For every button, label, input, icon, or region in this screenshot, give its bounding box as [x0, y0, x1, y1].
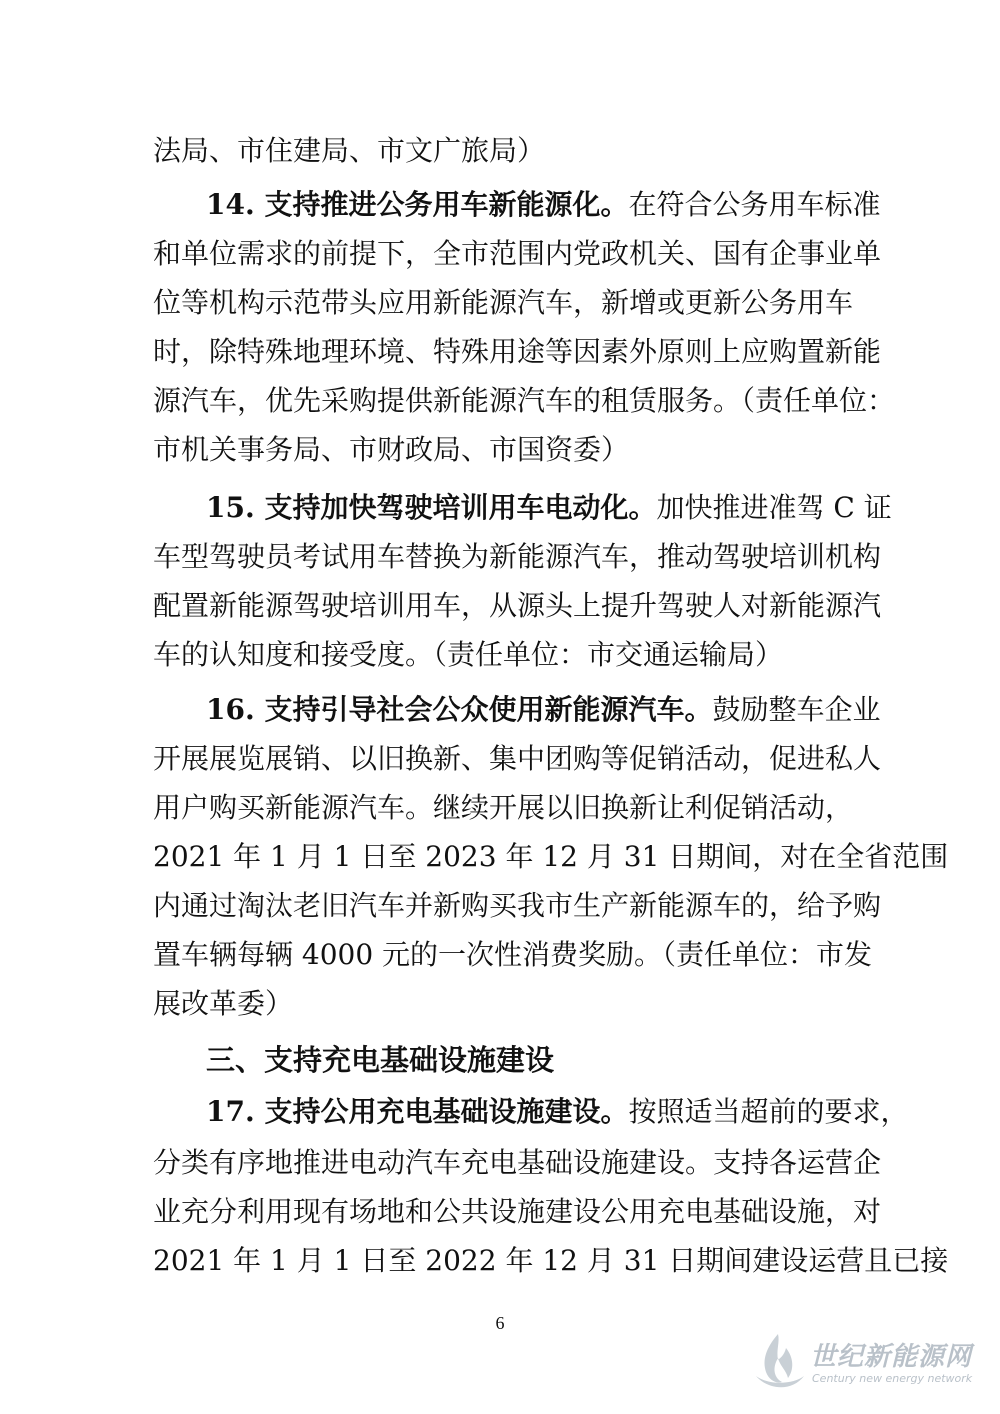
paragraph-17-line-1	[206, 1087, 909, 1137]
text-line: 和单位需求的前提下，全市范围内党政机关、国有企事业单	[153, 237, 882, 270]
watermark	[748, 1330, 978, 1400]
paragraph-14-text: 在符合公务用车标准	[628, 188, 881, 221]
text-line: 车型驾驶员考试用车替换为新能源汽车，推动驾驶培训机构	[153, 540, 882, 573]
text-line: 时，除特殊地理环境、特殊用途等因素外原则上应购置新能	[153, 335, 882, 368]
paragraph-17-text: 按照适当超前的要求，	[628, 1095, 909, 1128]
watermark-subtitle: Century new energy network	[812, 1372, 973, 1385]
section-heading: 三、支持充电基础设施建设	[206, 1043, 555, 1077]
watermark-title: 世纪新能源网	[810, 1342, 973, 1372]
text-line: 置车辆每辆 4000 元的一次性消费奖励。（责任单位：市发	[153, 938, 873, 971]
flame-logo-icon	[748, 1330, 808, 1394]
text-line: 展改革委）	[153, 987, 294, 1020]
paragraph-15-text: 加快推进准驾 C 证	[656, 491, 892, 524]
paragraph-16-text: 鼓励整车企业	[712, 693, 881, 726]
text-line: 位等机构示范带头应用新能源汽车，新增或更新公务用车	[153, 286, 854, 319]
paragraph-16-title: 16. 支持引导社会公众使用新能源汽车。	[206, 693, 713, 726]
text-line: 业充分利用现有场地和公共设施建设公用充电基础设施，对	[153, 1195, 882, 1228]
paragraph-14-line-1	[206, 180, 881, 230]
text-line: 车的认知度和接受度。（责任单位：市交通运输局）	[153, 638, 784, 671]
paragraph-15-line-1	[206, 483, 892, 533]
text-line: 配置新能源驾驶培训用车，从源头上提升驾驶人对新能源汽	[153, 589, 882, 622]
text-line: 源汽车，优先采购提供新能源汽车的租赁服务。（责任单位：	[153, 384, 896, 417]
paragraph-16-line-1	[206, 685, 881, 735]
text-line: 市机关事务局、市财政局、市国资委）	[153, 433, 630, 466]
text-line: 2021 年 1 月 1 日至 2023 年 12 月 31 日期间，对在全省范围	[153, 840, 949, 873]
text-line: 2021 年 1 月 1 日至 2022 年 12 月 31 日期间建设运营且已接	[153, 1244, 949, 1277]
paragraph-15-title: 15. 支持加快驾驶培训用车电动化。	[206, 491, 657, 524]
text-line: 分类有序地推进电动汽车充电基础设施建设。支持各运营企	[153, 1146, 882, 1179]
text-line: 法局、市住建局、市文广旅局）	[153, 134, 546, 167]
text-line: 内通过淘汰老旧汽车并新购买我市生产新能源车的，给予购	[153, 889, 882, 922]
paragraph-17-title: 17. 支持公用充电基础设施建设。	[206, 1095, 629, 1128]
page-number: 6	[495, 1313, 505, 1333]
paragraph-14-title: 14. 支持推进公务用车新能源化。	[206, 188, 629, 221]
text-line: 用户购买新能源汽车。继续开展以旧换新让利促销活动，	[153, 791, 854, 824]
text-line: 开展展览展销、以旧换新、集中团购等促销活动，促进私人	[153, 742, 882, 775]
